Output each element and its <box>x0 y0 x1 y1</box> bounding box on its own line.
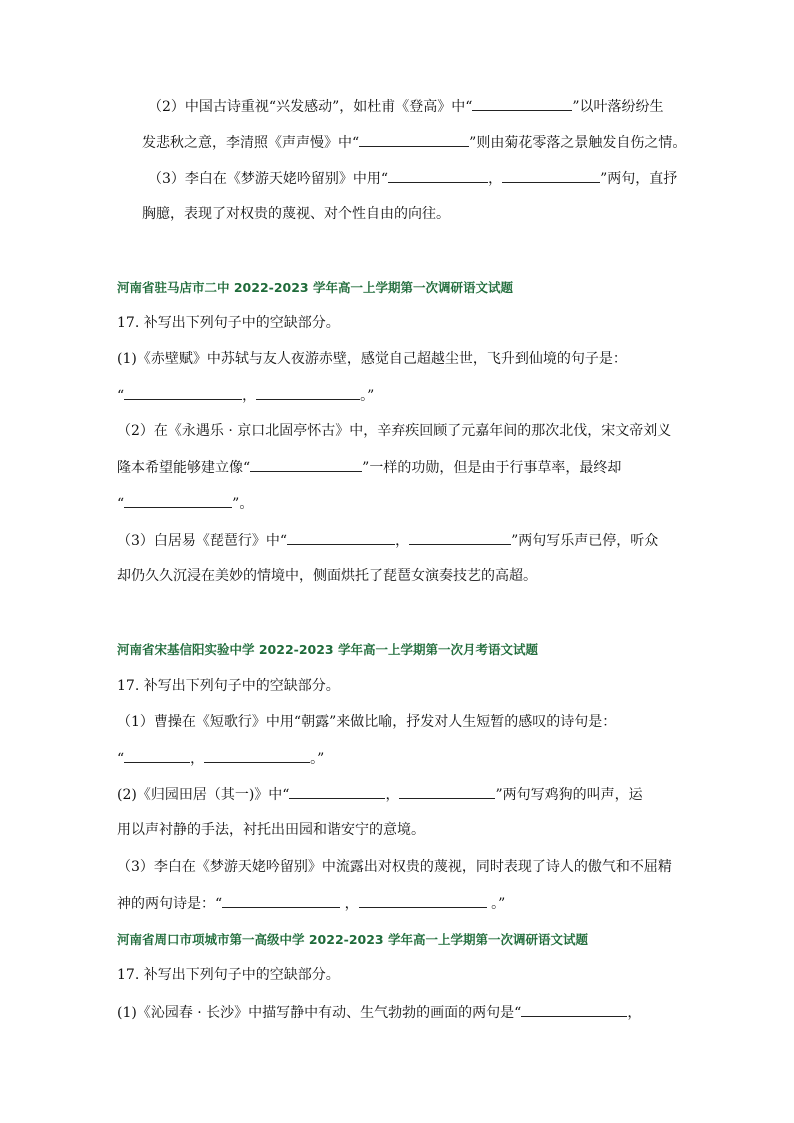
answer-blank <box>502 168 600 183</box>
quote-mark: ”。 <box>232 496 254 512</box>
question-title: 17. 补写出下列句子中的空缺部分。 <box>117 967 340 983</box>
separator: ， <box>385 787 400 803</box>
question-text: 胸臆，表现了对权贵的蔑视、对个性自由的向往。 <box>142 206 450 222</box>
question-line: （1）曹操在《短歌行》中用“朝露”来做比喻，抒发对人生短暂的感叹的诗句是： <box>117 714 617 730</box>
question-line: 用以声衬静的手法，衬托出田园和谐安宁的意境。 <box>117 822 425 838</box>
answer-blank <box>399 784 495 799</box>
question-text: （2）中国古诗重视“兴发感动”，如杜甫《登高》中“ <box>148 99 473 115</box>
section-heading: 河南省驻马店市二中 2022-2023 学年高一上学期第一次调研语文试题 <box>117 280 513 295</box>
answer-blank <box>472 96 572 111</box>
question-text: （3）白居易《琵琶行》中“ <box>117 533 288 549</box>
quote-mark: 。” <box>486 896 506 912</box>
question-line <box>148 168 677 189</box>
question-line: （3）李白在《梦游天姥吟留别》中流露出对权贵的蔑视，同时表现了诗人的傲气和不屈精 <box>117 859 672 875</box>
question-title: 17. 补写出下列句子中的空缺部分。 <box>117 315 340 331</box>
question-text: ”以叶落纷纷生 <box>572 99 664 115</box>
answer-blank <box>287 530 395 545</box>
separator: ， <box>190 751 205 767</box>
quote-mark: “ <box>117 751 125 767</box>
question-line <box>117 784 643 805</box>
question-line: (1)《赤壁赋》中苏轼与友人夜游赤壁，感觉自己超越尘世，飞升到仙境的句子是： <box>117 351 627 367</box>
question-line <box>117 530 658 551</box>
answer-blank <box>222 893 340 908</box>
answer-blank <box>409 530 511 545</box>
answer-blank <box>289 784 385 799</box>
question-line <box>117 385 374 406</box>
question-line <box>117 893 505 914</box>
separator: ， <box>488 171 503 187</box>
question-line: 却仍久久沉浸在美妙的情境中，侧面烘托了琵琶女演奏技艺的高超。 <box>117 568 537 584</box>
answer-blank <box>256 385 360 400</box>
answer-blank <box>124 493 232 508</box>
answer-blank <box>359 893 487 908</box>
question-text: ”一样的功勋，但是由于行事草率，最终却 <box>362 460 622 476</box>
answer-blank <box>250 457 362 472</box>
question-text: 神的两句诗是：“ <box>117 896 223 912</box>
question-text: ”两句，直抒 <box>600 171 678 187</box>
separator: ， <box>395 533 410 549</box>
question-line <box>117 748 324 769</box>
answer-blank <box>388 168 488 183</box>
separator: ， <box>627 1005 642 1021</box>
question-text: ”两句写乐声已停，听众 <box>511 533 659 549</box>
question-line: （2）在《永遇乐 · 京口北固亭怀古》中，辛弃疾回顾了元嘉年间的那次北伐，宋文帝刘义 <box>117 423 672 439</box>
section-heading: 河南省周口市项城市第一高级中学 2022-2023 学年高一上学期第一次调研语文试题 <box>117 932 588 947</box>
answer-blank <box>204 748 310 763</box>
quote-mark: 。” <box>310 751 325 767</box>
answer-blank <box>124 385 242 400</box>
question-text: (1)《沁园春 · 长沙》中描写静中有动、生气勃勃的画面的两句是“ <box>117 1005 522 1021</box>
question-text: 隆本希望能够建立像“ <box>117 460 251 476</box>
question-title: 17. 补写出下列句子中的空缺部分。 <box>117 678 340 694</box>
separator: ， <box>242 388 257 404</box>
question-line <box>117 457 621 478</box>
question-line <box>117 493 253 514</box>
question-line <box>142 132 686 153</box>
answer-blank <box>124 748 190 763</box>
quote-mark: “ <box>117 388 125 404</box>
question-text: ”两句写鸡狗的叫声，运 <box>495 787 643 803</box>
question-line <box>117 1002 641 1023</box>
separator: ， <box>340 896 359 912</box>
question-line <box>148 96 664 117</box>
answer-blank <box>359 132 469 147</box>
section-heading: 河南省宋基信阳实验中学 2022-2023 学年高一上学期第一次月考语文试题 <box>117 642 538 657</box>
question-text: 发悲秋之意，李清照《声声慢》中“ <box>142 135 360 151</box>
question-text: (2)《归园田居（其一)》中“ <box>117 787 290 803</box>
question-line <box>142 204 450 224</box>
quote-mark: “ <box>117 496 125 512</box>
question-text: （3）李白在《梦游天姥吟留别》中用“ <box>148 171 389 187</box>
quote-mark: 。” <box>360 388 375 404</box>
question-text: ”则由菊花零落之景触发自伤之情。 <box>469 135 687 151</box>
answer-blank <box>521 1002 627 1017</box>
